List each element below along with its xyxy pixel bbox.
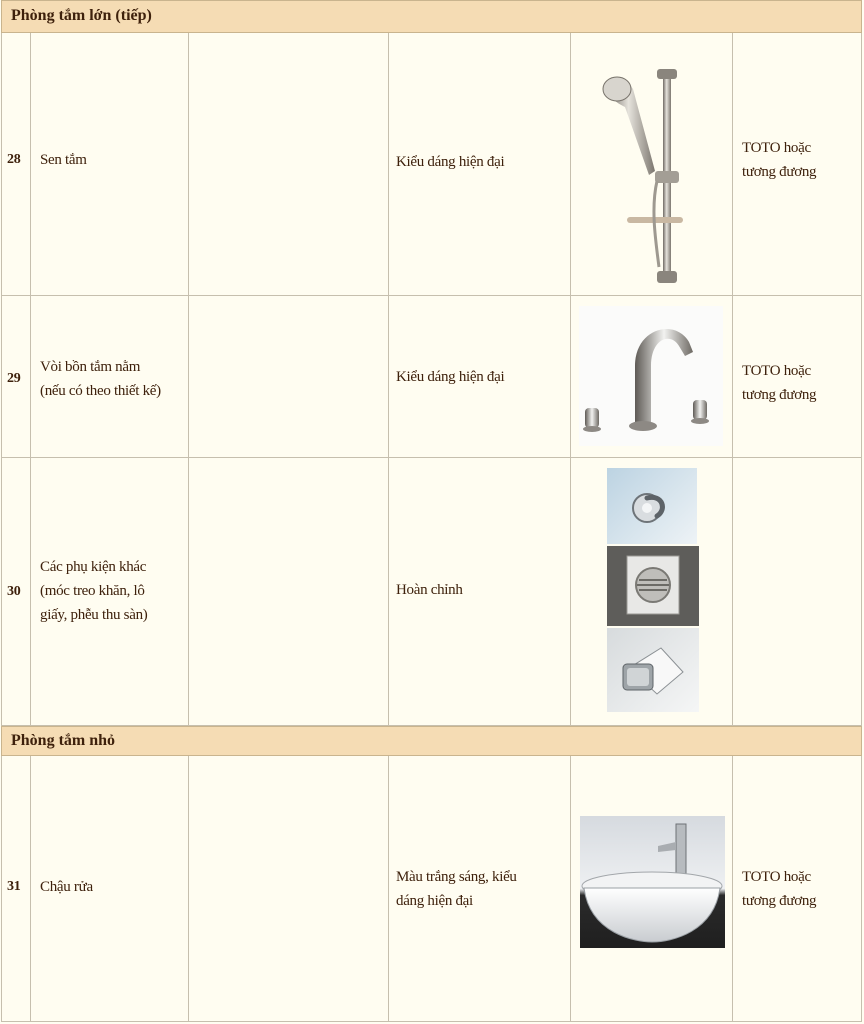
- cell-number: [2, 296, 30, 457]
- brand-line-2: tương đương: [742, 893, 817, 909]
- brand-line-1: TOTO hoặc: [742, 140, 811, 156]
- cell-image: [570, 458, 732, 725]
- cell-item-name: [30, 458, 188, 725]
- shower-set-icon: [599, 67, 699, 287]
- section-header-large-bath: [1, 0, 862, 33]
- cell-number: [2, 756, 30, 1021]
- bathtub-faucet-icon: [579, 306, 723, 446]
- cell-description: [388, 33, 570, 295]
- table-row-28: [1, 33, 862, 296]
- cell-brand: [732, 33, 863, 295]
- brand-line-1: TOTO hoặc: [742, 869, 811, 885]
- brand-line-2: tương đương: [742, 387, 817, 403]
- item-name: Sen tắm: [40, 152, 87, 168]
- item-description: Kiểu dáng hiện đại: [396, 369, 505, 385]
- brand-line-2: tương đương: [742, 164, 817, 180]
- cell-image: [570, 296, 732, 457]
- cell-item-name: [30, 756, 188, 1021]
- towel-hook-icon: [607, 468, 697, 544]
- cell-brand: [732, 458, 863, 725]
- item-name-line-2: (móc treo khăn, lô: [40, 583, 145, 599]
- cell-description: [388, 756, 570, 1021]
- sink-basin-icon: [580, 816, 725, 948]
- cell-description: [388, 458, 570, 725]
- row-number: 29: [7, 371, 21, 386]
- item-name-line-1: Các phụ kiện khác: [40, 559, 147, 575]
- cell-item-name: [30, 33, 188, 295]
- section-header-small-bath: [1, 726, 862, 756]
- row-number: 31: [7, 879, 21, 894]
- cell-brand: [732, 756, 863, 1021]
- item-description: Kiểu dáng hiện đại: [396, 154, 505, 170]
- section-title: Phòng tắm nhỏ: [11, 732, 116, 749]
- brand-line-1: TOTO hoặc: [742, 363, 811, 379]
- cell-empty: [188, 296, 388, 457]
- cell-brand: [732, 296, 863, 457]
- item-name-line-3: giấy, phễu thu sàn): [40, 607, 148, 623]
- item-description: Hoàn chỉnh: [396, 582, 463, 598]
- cell-number: [2, 458, 30, 725]
- item-name-line-1: Vòi bồn tắm nằm: [40, 359, 141, 375]
- floor-drain-icon: [607, 546, 699, 626]
- row-number: 30: [7, 584, 21, 599]
- item-description-line-2: dáng hiện đại: [396, 893, 473, 909]
- cell-empty: [188, 33, 388, 295]
- item-name-line-2: (nếu có theo thiết kế): [40, 383, 161, 399]
- cell-image: [570, 33, 732, 295]
- section-title: Phòng tắm lớn (tiếp): [11, 7, 152, 24]
- toilet-paper-holder-icon: [607, 628, 699, 712]
- cell-description: [388, 296, 570, 457]
- row-number: 28: [7, 152, 21, 167]
- table-row-29: [1, 296, 862, 458]
- cell-empty: [188, 756, 388, 1021]
- item-description-line-1: Màu trắng sáng, kiểu: [396, 869, 517, 885]
- cell-number: [2, 33, 30, 295]
- cell-empty: [188, 458, 388, 725]
- table-row-31: [1, 756, 862, 1022]
- table-row-30: [1, 458, 862, 726]
- item-name: Chậu rửa: [40, 879, 93, 895]
- cell-image: [570, 756, 732, 1021]
- cell-item-name: [30, 296, 188, 457]
